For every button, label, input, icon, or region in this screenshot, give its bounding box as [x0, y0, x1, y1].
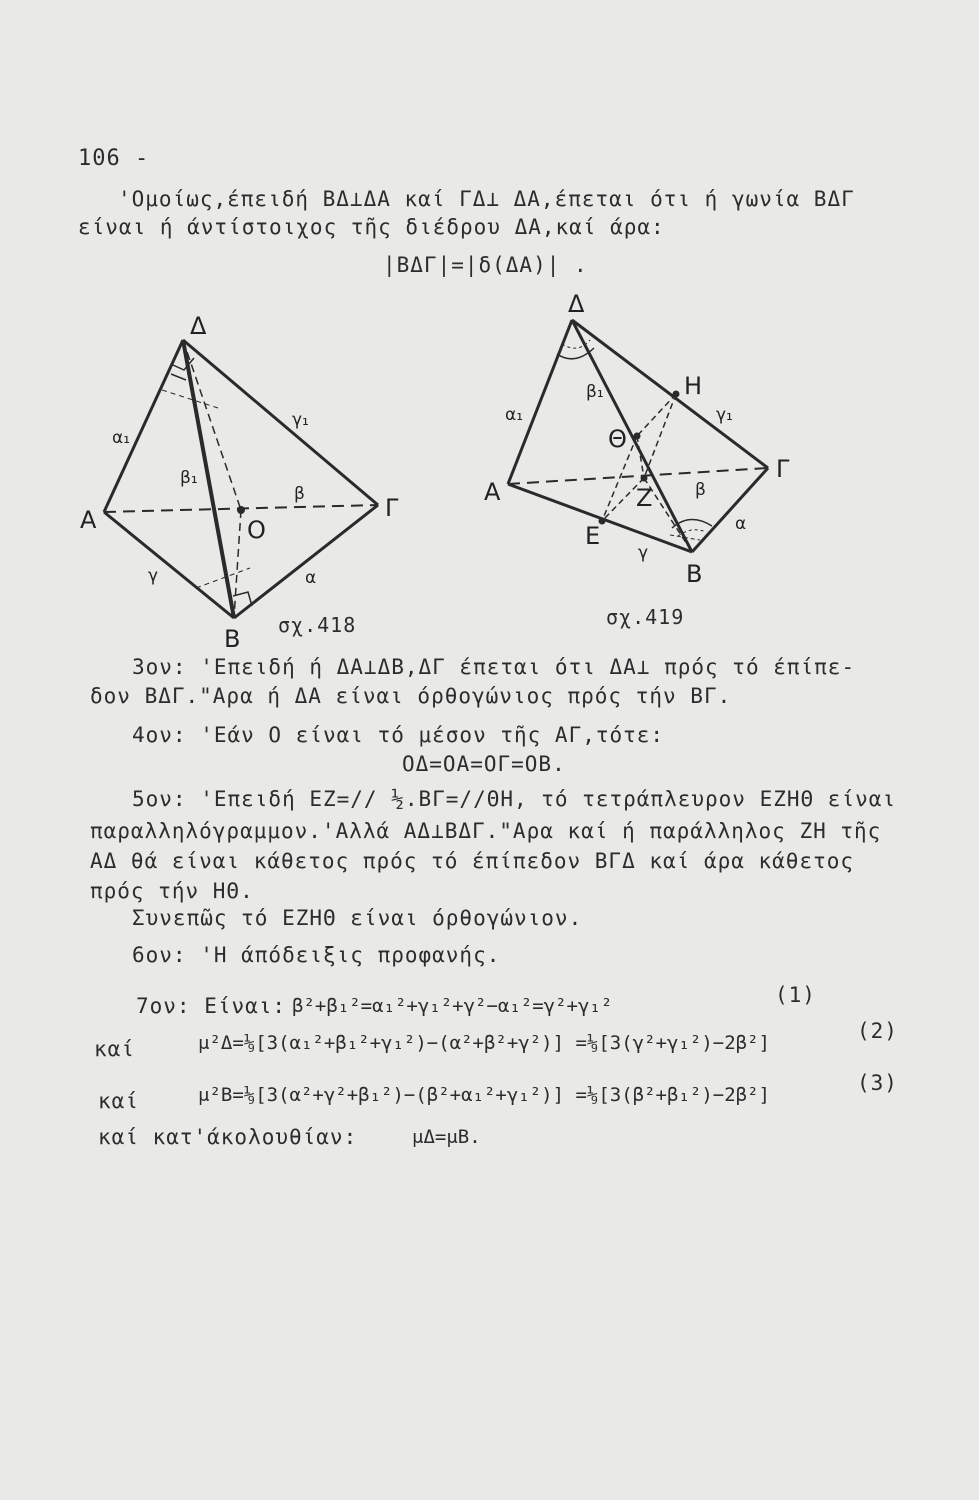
fig418-label-b: β — [294, 484, 305, 504]
fig418-label-b1: β₁ — [180, 468, 198, 488]
item7-label: 7ον: Είναι: — [136, 994, 287, 1018]
fig419-label-B: Β — [686, 560, 703, 588]
fig418-label-a: α — [305, 568, 317, 588]
intro-line-2: είναι ή άντίστοιχος τῆς διέδρου ΔΑ,καί άρα: — [78, 215, 665, 239]
fig418-label-g: γ — [148, 566, 159, 586]
item5-line-2: παραλληλόγραμμον.'Αλλά ΑΔ⊥ΒΔΓ."Αρα καί ή παράλληλος ΖΗ τῆς — [90, 819, 882, 843]
fig418-caption: σχ.418 — [278, 613, 357, 637]
item6: 6ον: 'Η άπόδειξις προφανής. — [132, 943, 501, 967]
item3-line-2: δον ΒΔΓ."Αρα ή ΔΑ είναι όρθογώνιος πρός τήν ΒΓ. — [90, 684, 732, 708]
fig419-label-b1: β₁ — [586, 382, 604, 402]
fig419-label-g1: γ₁ — [716, 405, 733, 425]
kai-1: καί — [94, 1037, 135, 1061]
item5-line-3: ΑΔ θά είναι κάθετος πρός τό έπίπεδον ΒΓΔ καί άρα κάθετος — [90, 849, 855, 873]
fig419-label-g: γ — [638, 543, 649, 563]
fig419-label-TH: Θ — [608, 425, 627, 453]
fig419-label-A: Α — [484, 478, 501, 506]
fig419-label-H: Η — [684, 372, 703, 400]
dashed-A-G — [508, 468, 768, 484]
item7-tag-3: (3) — [857, 1071, 898, 1095]
item7-formula-1: β²+β₁²=α₁²+γ₁²+γ²−α₁²=γ²+γ₁² — [292, 995, 613, 1017]
fig419-label-a: α — [735, 514, 747, 534]
item5-line-5: Συνεπῶς τό ΕΖΗΘ είναι όρθογώνιον. — [132, 906, 583, 930]
fig419-label-E: Ε — [585, 522, 601, 550]
dashed-H-TH — [637, 394, 676, 436]
item3-line-1: 3ον: 'Επειδή ή ΔΑ⊥ΔΒ,ΔΓ έπεται ότι ΔΑ⊥ πρός τό έπίπε- — [132, 655, 856, 679]
item5-line-4: πρός τήν ΗΘ. — [90, 879, 254, 903]
point-TH — [634, 433, 641, 440]
item7-tag-1: (1) — [775, 983, 816, 1007]
edge-D-B — [572, 320, 692, 552]
fig419-label-b: β — [695, 480, 706, 500]
fig418-label-G: Γ — [385, 494, 399, 522]
conclusion-formula: μΔ=μΒ. — [412, 1126, 481, 1148]
point-H — [673, 391, 680, 398]
intro-formula: |ΒΔΓ|=|δ(ΔΑ)| . — [383, 253, 588, 277]
fig419-label-a1: α₁ — [505, 405, 524, 425]
page-number: 106 - — [78, 146, 150, 171]
fig418-label-D: Δ — [190, 312, 207, 340]
fig418-label-O: Ο — [247, 516, 266, 544]
intro-line-1: 'Ομοίως,έπειδή ΒΔ⊥ΔΑ καί ΓΔ⊥ ΔΑ,έπεται ότι ή γωνία ΒΔΓ — [118, 187, 855, 211]
item7-tag-2: (2) — [857, 1019, 898, 1043]
fig418-label-g1: γ₁ — [292, 410, 309, 430]
fig419-label-Z: Ζ — [636, 484, 653, 512]
fig419-label-G: Γ — [776, 455, 790, 483]
fig418-label-a1: α₁ — [112, 428, 131, 448]
item7-formula-3: μ²Β=⅑[3(α²+γ²+β₁²)−(β²+α₁²+γ₁²)] =⅑[3(β²+β₁²)−2β²] — [198, 1084, 770, 1106]
point-Z — [641, 475, 648, 482]
fig418-label-B: Β — [224, 625, 241, 653]
conclusion-label: καί κατ'άκολουθίαν: — [98, 1125, 358, 1149]
item4-line-2: ΟΔ=ΟΑ=ΟΓ=ΟΒ. — [402, 752, 566, 776]
item5-line-1: 5ον: 'Επειδή ΕΖ=// ½.ΒΓ=//ΘΗ, τό τετράπλευρον ΕΖΗΘ είναι — [132, 787, 897, 811]
fig418-label-A: Α — [80, 506, 97, 534]
kai-2: καί — [98, 1089, 139, 1113]
item4-line-1: 4ον: 'Εάν Ο είναι τό μέσον τῆς ΑΓ,τότε: — [132, 723, 665, 747]
fig419-caption: σχ.419 — [606, 605, 685, 629]
fig419-label-D: Δ — [568, 290, 585, 318]
item7-formula-2: μ²Δ=⅑[3(α₁²+β₁²+γ₁²)−(α²+β²+γ²)] =⅑[3(γ²+γ₁²)−2β²] — [198, 1032, 770, 1054]
